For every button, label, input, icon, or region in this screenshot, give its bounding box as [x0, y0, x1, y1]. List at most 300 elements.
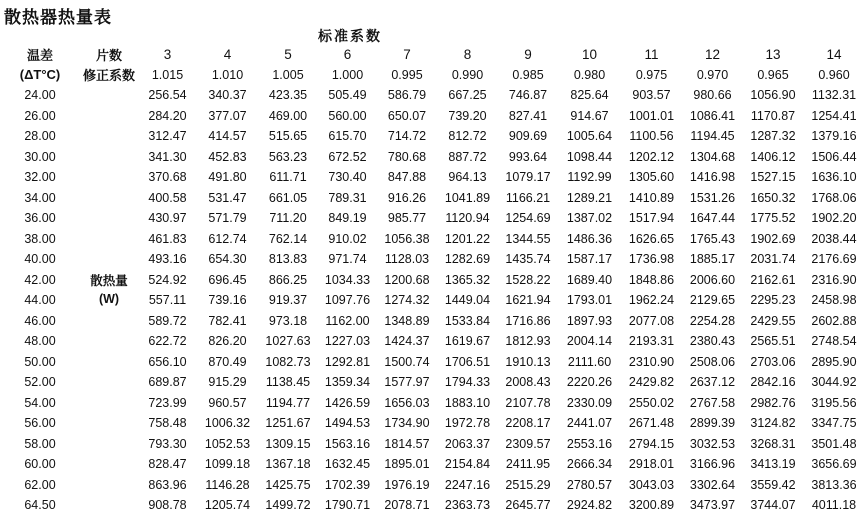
heat-value-cell: 1883.10: [444, 395, 491, 410]
heat-value-cell: 1082.73: [265, 354, 311, 369]
temp-diff-cell: 44.00: [24, 293, 56, 308]
heat-value-cell: 1305.60: [628, 170, 675, 185]
correction-factor-cell: 0.995: [391, 67, 423, 82]
heat-value-cell: 284.20: [148, 108, 187, 123]
heat-value-cell: 2508.06: [689, 354, 736, 369]
temp-diff-cell: 30.00: [24, 149, 56, 164]
heat-value-cell: 730.40: [328, 170, 367, 185]
heat-value-cell: 370.68: [148, 170, 187, 185]
heat-value-cell: 1170.87: [750, 108, 796, 123]
correction-factor-cell: 0.965: [757, 67, 789, 82]
heat-value-cell: 812.72: [448, 129, 487, 144]
table-row: [0, 85, 865, 106]
heat-value-cell: 341.30: [148, 149, 187, 164]
heat-value-cell: 505.49: [328, 88, 367, 103]
temp-diff-cell: 46.00: [24, 313, 56, 328]
temp-diff-cell: 38.00: [24, 231, 56, 246]
heat-value-cell: 1287.32: [750, 129, 796, 144]
table-row: [0, 270, 865, 291]
heat-value-cell: 2767.58: [689, 395, 736, 410]
heat-value-cell: 667.25: [448, 88, 487, 103]
heat-value-cell: 1449.04: [444, 293, 491, 308]
heat-value-cell: 2899.39: [689, 416, 736, 431]
heat-value-cell: 828.47: [148, 457, 187, 472]
correction-factor-row: [0, 65, 865, 86]
heat-value-cell: 1636.10: [811, 170, 857, 185]
heat-value-cell: 560.00: [328, 108, 367, 123]
heat-value-cell: 1205.74: [204, 498, 251, 513]
heat-value-cell: 515.65: [268, 129, 308, 144]
piece-count-header: 6: [343, 46, 352, 62]
standard-coefficient-label: 标准系数: [318, 28, 382, 44]
heat-value-cell: 1577.97: [384, 375, 430, 390]
heat-value-cell: 586.79: [387, 88, 427, 103]
heat-value-cell: 491.80: [208, 170, 247, 185]
heat-value-cell: 1517.94: [628, 211, 675, 226]
heat-value-cell: 813.83: [268, 252, 308, 267]
temp-diff-cell: 48.00: [24, 334, 56, 349]
correction-factor-cell: 0.970: [696, 67, 729, 82]
heat-value-cell: 2111.60: [567, 354, 612, 369]
heat-value-cell: 3473.97: [689, 498, 736, 513]
heat-value-cell: 611.71: [269, 170, 307, 185]
heat-value-cell: 1097.76: [324, 293, 371, 308]
temp-diff-cell: 40.00: [24, 252, 56, 267]
heat-value-cell: 3268.31: [750, 436, 796, 451]
heat-value-cell: 2429.55: [750, 313, 796, 328]
heat-value-cell: 3043.03: [628, 477, 675, 492]
heat-value-cell: 2078.71: [384, 498, 430, 513]
piece-count-header: 3: [163, 46, 172, 62]
correction-factor-cell: 0.985: [512, 67, 544, 82]
pieces-label: 片数: [95, 47, 122, 63]
piece-count-header: 13: [765, 46, 781, 62]
heat-value-cell: 1379.16: [811, 129, 857, 144]
temp-diff-cell: 52.00: [24, 375, 56, 390]
heat-value-cell: 826.20: [208, 334, 247, 349]
temp-diff-cell: 28.00: [24, 129, 56, 144]
piece-count-row: [0, 44, 865, 65]
heat-value-cell: 919.37: [268, 293, 308, 308]
heat-value-cell: 461.83: [148, 231, 187, 246]
heat-value-cell: 916.26: [387, 190, 427, 205]
heat-value-cell: 3413.19: [750, 457, 796, 472]
heat-value-cell: 2924.82: [566, 498, 613, 513]
heat-value-cell: 2918.01: [628, 457, 675, 472]
heat-value-cell: 2458.98: [811, 293, 857, 308]
heat-value-cell: 563.23: [268, 149, 308, 164]
heat-value-cell: 2008.43: [505, 375, 551, 390]
heat-value-cell: 1632.45: [324, 457, 371, 472]
heat-value-cell: 3813.36: [811, 477, 857, 492]
heat-value-cell: 531.47: [208, 190, 247, 205]
heat-value-cell: 2748.54: [811, 334, 857, 349]
heat-value-cell: 1100.56: [629, 129, 674, 144]
heat-value-cell: 3501.48: [811, 436, 857, 451]
piece-count-header: 12: [704, 46, 721, 62]
heat-value-cell: 1910.13: [505, 354, 551, 369]
heat-value-cell: 1765.43: [689, 231, 736, 246]
heat-value-cell: 887.72: [448, 149, 487, 164]
heat-value-cell: 739.20: [448, 108, 487, 123]
heat-value-cell: 557.11: [148, 293, 187, 308]
temp-diff-cell: 54.00: [24, 395, 56, 410]
temp-diff-unit: (ΔT°C): [19, 67, 61, 83]
heat-value-cell: 1506.44: [811, 149, 857, 164]
heat-value-cell: 793.30: [148, 436, 187, 451]
heat-value-cell: 780.68: [387, 149, 427, 164]
heat-value-cell: 1794.33: [444, 375, 491, 390]
heat-value-cell: 2565.51: [750, 334, 796, 349]
heat-value-cell: 980.66: [693, 88, 732, 103]
heat-value-cell: 1202.12: [628, 149, 675, 164]
heat-value-cell: 1500.74: [384, 354, 430, 369]
heat-value-cell: 866.25: [268, 272, 308, 287]
heat-value-cell: 2220.26: [566, 375, 613, 390]
heat-value-cell: 2077.08: [628, 313, 675, 328]
label-column-spacer: [80, 311, 138, 516]
temp-diff-cell: 34.00: [24, 190, 56, 205]
heat-value-cell: 1052.53: [204, 436, 251, 451]
heat-value-cell: 672.52: [328, 149, 367, 164]
piece-count-header: 10: [581, 46, 598, 62]
heat-value-cell: 1706.51: [444, 354, 491, 369]
heat-value-cell: 1435.74: [505, 252, 551, 267]
heat-value-cell: 971.74: [328, 252, 367, 267]
heat-value-cell: 1775.52: [750, 211, 796, 226]
temp-diff-cell: 60.00: [24, 457, 56, 472]
heat-value-cell: 1734.90: [384, 416, 430, 431]
heat-value-cell: 654.30: [208, 252, 247, 267]
heat-value-cell: 1814.57: [384, 436, 430, 451]
heat-value-cell: 1194.77: [265, 395, 311, 410]
heat-value-cell: 2429.82: [628, 375, 675, 390]
heat-value-cell: 689.87: [148, 375, 187, 390]
heat-value-cell: 910.02: [328, 231, 367, 246]
heat-value-cell: 1494.53: [324, 416, 371, 431]
temp-diff-cell: 36.00: [24, 211, 56, 226]
correction-factor-cell: 0.990: [451, 67, 484, 82]
heat-value-cell: 1619.67: [444, 334, 491, 349]
heat-value-cell: 2553.16: [566, 436, 613, 451]
heat-value-cell: 2666.34: [566, 457, 613, 472]
heat-value-cell: 2038.44: [811, 231, 857, 246]
heat-value-cell: 423.35: [268, 88, 308, 103]
heat-value-cell: 2602.88: [811, 313, 857, 328]
heat-value-cell: 1499.72: [265, 498, 311, 513]
heat-value-cell: 825.64: [570, 88, 609, 103]
heat-value-cell: 2247.16: [444, 477, 491, 492]
heat-value-cell: 1768.06: [811, 190, 857, 205]
heat-value-cell: 1410.89: [628, 190, 675, 205]
heat-value-cell: 1120.94: [445, 211, 490, 226]
heat-value-cell: 1292.81: [324, 354, 371, 369]
heat-value-cell: 827.41: [508, 108, 548, 123]
heat-value-cell: 650.07: [387, 108, 427, 123]
heat-value-cell: 1406.12: [750, 149, 796, 164]
piece-count-header: 8: [463, 46, 472, 62]
heat-value-cell: 696.45: [208, 272, 247, 287]
heat-value-cell: 849.19: [328, 211, 367, 226]
heat-value-cell: 1001.01: [628, 108, 675, 123]
heat-value-cell: 2031.74: [750, 252, 796, 267]
label-column-spacer: [80, 85, 138, 270]
heat-value-cell: 1098.44: [566, 149, 613, 164]
heat-value-cell: 909.69: [508, 129, 548, 144]
heat-value-cell: 1848.86: [628, 272, 675, 287]
heat-value-cell: 414.57: [208, 129, 247, 144]
heat-value-cell: 377.07: [208, 108, 247, 123]
heat-value-cell: 1304.68: [689, 149, 736, 164]
heat-value-cell: 1086.41: [689, 108, 736, 123]
heat-value-cell: 762.14: [268, 231, 308, 246]
heat-value-cell: 3044.92: [811, 375, 857, 390]
heat-value-cell: 2310.90: [628, 354, 675, 369]
heat-value-cell: 2193.31: [628, 334, 675, 349]
heat-value-cell: 661.05: [268, 190, 308, 205]
heat-value-cell: 615.70: [328, 129, 367, 144]
heat-value-cell: 1200.68: [384, 272, 430, 287]
heat-value-cell: 2982.76: [750, 395, 796, 410]
piece-count-header: 9: [524, 46, 532, 62]
heat-value-cell: 1254.41: [811, 108, 857, 123]
heat-value-cell: 789.31: [328, 190, 367, 205]
heat-value-cell: 1128.03: [384, 252, 430, 267]
heat-value-cell: 2162.61: [750, 272, 796, 287]
piece-count-header: 11: [644, 46, 659, 62]
heat-value-cell: 960.57: [208, 395, 247, 410]
heat-value-cell: 2441.07: [566, 416, 613, 431]
heat-value-cell: 1027.63: [265, 334, 311, 349]
heat-value-cell: 1895.01: [384, 457, 430, 472]
heat-unit-text: (W): [98, 292, 120, 306]
heat-value-cell: 723.99: [148, 395, 187, 410]
heat-value-cell: 870.49: [208, 354, 247, 369]
correction-factor-cell: 0.960: [818, 67, 850, 82]
heat-output-table: [0, 44, 865, 516]
heat-value-cell: 739.16: [208, 293, 247, 308]
heat-value-cell: 1531.26: [689, 190, 736, 205]
heat-value-cell: 1348.89: [384, 313, 430, 328]
correction-factor-cell: 1.010: [211, 67, 244, 82]
heat-value-cell: 2309.57: [505, 436, 551, 451]
heat-value-cell: 1486.36: [566, 231, 613, 246]
heat-value-cell: 2129.65: [689, 293, 736, 308]
heat-value-cell: 2063.37: [444, 436, 491, 451]
heat-value-cell: 1079.17: [505, 170, 551, 185]
heat-value-cell: 612.74: [208, 231, 247, 246]
heat-value-cell: 1702.39: [324, 477, 371, 492]
temp-diff-cell: 58.00: [24, 436, 56, 451]
heat-value-cell: 1689.40: [566, 272, 613, 287]
heat-value-cell: 2380.43: [689, 334, 736, 349]
heat-value-cell: 2295.23: [750, 293, 796, 308]
temp-diff-cell: 62.00: [24, 477, 56, 492]
heat-value-cell: 2208.17: [505, 416, 551, 431]
heat-value-cell: 2645.77: [505, 498, 551, 513]
temp-diff-cell: 42.00: [24, 272, 56, 287]
heat-value-cell: 908.78: [148, 498, 187, 513]
heat-value-cell: 2411.95: [505, 457, 551, 472]
heat-value-cell: 3347.75: [811, 416, 857, 431]
heat-value-cell: 1201.22: [444, 231, 491, 246]
heat-value-cell: 1563.16: [324, 436, 371, 451]
heat-value-cell: 1736.98: [628, 252, 675, 267]
heat-value-cell: 1533.84: [444, 313, 491, 328]
heat-value-cell: 1527.15: [750, 170, 796, 185]
temp-diff-cell: 26.00: [24, 108, 56, 123]
heat-value-cell: 903.57: [632, 88, 671, 103]
heat-value-cell: 1251.67: [265, 416, 311, 431]
heat-value-cell: 1416.98: [689, 170, 736, 185]
heat-value-cell: 452.83: [208, 149, 247, 164]
heat-value-cell: 1367.18: [265, 457, 311, 472]
heat-value-cell: 964.13: [448, 170, 487, 185]
heat-value-cell: 1289.21: [566, 190, 613, 205]
heat-value-cell: 2176.69: [811, 252, 857, 267]
temp-diff-cell: 24.00: [24, 88, 56, 103]
heat-value-cell: 1424.37: [384, 334, 430, 349]
temp-diff-cell: 32.00: [24, 170, 56, 185]
heat-value-cell: 3200.89: [628, 498, 675, 513]
heat-value-cell: 782.41: [208, 313, 247, 328]
heat-value-cell: 571.79: [208, 211, 247, 226]
heat-value-cell: 340.37: [208, 88, 247, 103]
heat-value-cell: 2842.16: [750, 375, 796, 390]
correction-factor-cell: 1.000: [331, 67, 364, 82]
heat-value-cell: 1885.17: [689, 252, 736, 267]
piece-count-header: 5: [284, 46, 292, 62]
heat-value-cell: 758.48: [148, 416, 187, 431]
heat-value-cell: 973.18: [268, 313, 308, 328]
heat-value-cell: 2330.09: [566, 395, 613, 410]
heat-value-cell: 1897.93: [566, 313, 613, 328]
heat-value-cell: 746.87: [508, 88, 548, 103]
heat-value-cell: 1962.24: [628, 293, 675, 308]
heat-value-cell: 915.29: [208, 375, 247, 390]
correction-factor-cell: 0.980: [573, 67, 606, 82]
heat-value-cell: 1227.03: [324, 334, 371, 349]
heat-value-cell: 1309.15: [265, 436, 311, 451]
heat-value-cell: 3559.42: [750, 477, 796, 492]
table-row: [0, 311, 865, 332]
heat-value-cell: 1716.86: [505, 313, 551, 328]
heat-value-cell: 1041.89: [444, 190, 491, 205]
heat-value-cell: 524.92: [148, 272, 187, 287]
heat-value-cell: 1359.34: [324, 375, 371, 390]
heat-value-cell: 1647.44: [689, 211, 736, 226]
heat-value-cell: 2154.84: [444, 457, 491, 472]
heat-value-cell: 985.77: [387, 211, 427, 226]
correction-factor-cell: 1.015: [151, 67, 184, 82]
heat-value-cell: 1656.03: [384, 395, 430, 410]
correction-factor-cell: 0.975: [635, 67, 668, 82]
heat-value-cell: 1621.94: [505, 293, 551, 308]
heat-value-cell: 714.72: [387, 129, 427, 144]
piece-count-header: 4: [223, 46, 232, 62]
heat-value-cell: 1146.28: [205, 477, 250, 492]
heat-value-cell: 847.88: [387, 170, 427, 185]
heat-value-cell: 2107.78: [505, 395, 551, 410]
heat-value-cell: 2895.90: [811, 354, 857, 369]
heat-value-cell: 1132.31: [811, 88, 857, 103]
heat-value-cell: 1056.38: [384, 231, 430, 246]
heat-value-cell: 1972.78: [444, 416, 491, 431]
heat-value-cell: 1790.71: [324, 498, 371, 513]
heat-value-cell: 1282.69: [444, 252, 491, 267]
heat-value-cell: 493.16: [148, 252, 187, 267]
correction-label: 修正系数: [82, 68, 135, 84]
heat-value-cell: 1426.59: [324, 395, 371, 410]
heat-value-cell: 2515.29: [505, 477, 551, 492]
heat-value-cell: 2004.14: [566, 334, 613, 349]
heat-value-cell: 863.96: [148, 477, 187, 492]
heat-value-cell: 2780.57: [566, 477, 613, 492]
heat-value-cell: 2794.15: [628, 436, 675, 451]
heat-value-cell: 622.72: [148, 334, 187, 349]
heat-value-cell: 3032.53: [689, 436, 736, 451]
heat-value-cell: 2550.02: [628, 395, 675, 410]
correction-factor-cell: 1.005: [272, 67, 304, 82]
heat-value-cell: 1162.00: [325, 313, 370, 328]
heat-value-cell: 1099.18: [204, 457, 251, 472]
heat-value-cell: 1194.45: [690, 129, 735, 144]
heat-label-text: 散热量: [90, 274, 128, 288]
heat-value-cell: 2637.12: [689, 375, 736, 390]
heat-value-cell: 914.67: [570, 108, 609, 123]
heat-value-cell: 1056.90: [750, 88, 796, 103]
heat-value-cell: 2703.06: [750, 354, 796, 369]
heat-value-cell: 1006.32: [204, 416, 251, 431]
heat-value-cell: 2363.73: [444, 498, 491, 513]
heat-value-cell: 1812.93: [505, 334, 551, 349]
heat-value-cell: 1902.20: [811, 211, 857, 226]
piece-count-header: 14: [826, 46, 842, 62]
heat-value-cell: 1274.32: [384, 293, 430, 308]
temp-diff-label: 温差: [26, 47, 53, 63]
heat-value-cell: 1425.75: [265, 477, 311, 492]
heat-value-cell: 1528.22: [505, 272, 551, 287]
heat-value-cell: 4011.18: [811, 498, 857, 513]
heat-value-cell: 430.97: [148, 211, 187, 226]
heat-value-cell: 2316.90: [811, 272, 857, 287]
heat-value-cell: 2006.60: [689, 272, 736, 287]
heat-value-cell: 1387.02: [566, 211, 613, 226]
temp-diff-cell: 50.00: [24, 354, 56, 369]
temp-diff-cell: 64.50: [24, 498, 56, 513]
page-title: 散热器热量表: [4, 8, 112, 27]
heat-value-cell: 656.10: [148, 354, 187, 369]
heat-value-cell: 1650.32: [750, 190, 796, 205]
heat-value-cell: 1166.21: [505, 190, 551, 205]
heat-value-cell: 3302.64: [689, 477, 736, 492]
heat-value-cell: 1192.99: [567, 170, 612, 185]
heat-value-cell: 1902.69: [750, 231, 796, 246]
heat-value-cell: 469.00: [268, 108, 308, 123]
heat-value-cell: 3744.07: [750, 498, 796, 513]
heat-output-label: [80, 270, 138, 311]
heat-value-cell: 993.64: [508, 149, 548, 164]
heat-value-cell: 3166.96: [689, 457, 736, 472]
heat-value-cell: 1138.45: [265, 375, 311, 390]
heat-value-cell: 3195.56: [811, 395, 857, 410]
heat-value-cell: 1034.33: [324, 272, 371, 287]
heat-value-cell: 1254.69: [505, 211, 551, 226]
heat-value-cell: 256.54: [148, 88, 187, 103]
heat-value-cell: 3124.82: [750, 416, 796, 431]
heat-value-cell: 711.20: [269, 211, 307, 226]
table-body: [0, 44, 865, 516]
